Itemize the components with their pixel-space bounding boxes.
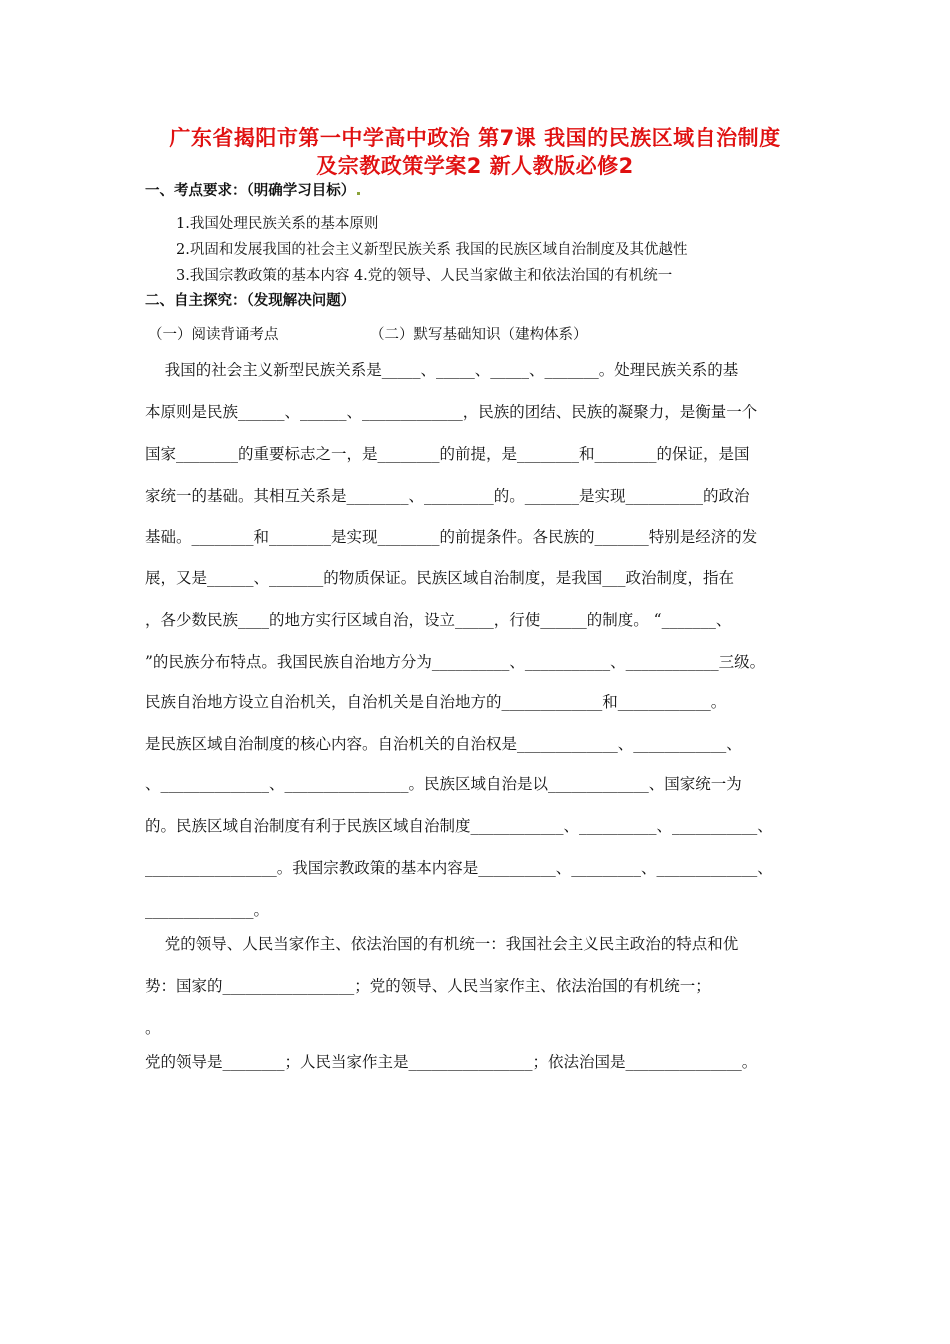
objective-item-2: 2.巩固和发展我国的社会主义新型民族关系 我国的民族区域自治制度及其优越性	[176, 242, 688, 258]
subsection-dictation: （二）默写基础知识（建构体系）	[370, 327, 588, 343]
body-line: _________________。我国宗教政策的基本内容是__________、_________、_____________、	[145, 859, 773, 877]
body-line: 的。民族区域自治制度有利于民族区域自治制度____________、__________、___________、	[145, 817, 773, 835]
objective-item-3: 3.我国宗教政策的基本内容 4.党的领导、人民当家做主和依法治国的有机统一	[176, 268, 673, 284]
subsection-reading: （一）阅读背诵考点	[148, 327, 279, 343]
body-line: 势：国家的_________________；党的领导、人民当家作主、依法治国的有机统一；	[145, 977, 711, 995]
body-line: 党的领导、人民当家作主、依法治国的有机统一：我国社会主义民主政治的特点和优	[145, 935, 739, 953]
body-line: 是民族区域自治制度的核心内容。自治机关的自治权是_____________、____________、	[145, 735, 742, 753]
body-line: 本原则是民族______、______、_____________，民族的团结、民族的凝聚力，是衡量一个	[145, 403, 758, 421]
body-line: ”的民族分布特点。我国民族自治地方分为__________、___________、____________三级。	[145, 653, 766, 671]
document-title-line-1: 广东省揭阳市第一中学高中政治 第7课 我国的民族区域自治制度	[169, 126, 781, 150]
body-line: 基础。________和________是实现________的前提条件。各民族的_______特别是经济的发	[145, 528, 758, 546]
section-heading-objectives: 一、考点要求：（明确学习目标）	[145, 179, 360, 200]
body-line: ______________。	[145, 901, 270, 919]
body-line: 国家________的重要标志之一，是________的前提，是________和________的保证，是国	[145, 445, 750, 463]
body-line: ，各少数民族____的地方实行区域自治，设立_____，行使______的制度。 “_______、	[145, 611, 732, 629]
body-line: 家统一的基础。其相互关系是________、_________的。_______是实现__________的政治	[145, 487, 750, 505]
body-line: 展，又是______、_______的物质保证。民族区域自治制度，是我国___政治制度，指在	[145, 569, 735, 587]
body-line: 民族自治地方设立自治机关，自治机关是自治地方的_____________和____________。	[145, 693, 727, 711]
body-line: 我国的社会主义新型民族关系是_____、_____、_____、_______。处理民族关系的基	[145, 361, 739, 379]
marker-dot	[357, 192, 360, 195]
body-line: 。	[145, 1019, 161, 1037]
document-title-line-2: 及宗教政策学案2 新人教版必修2	[316, 154, 634, 178]
objective-item-1: 1.我国处理民族关系的基本原则	[176, 216, 379, 232]
section-heading-exploration: 二、自主探究：（发现解决问题）	[145, 293, 356, 309]
body-line: 、______________、________________。民族区域自治是以_____________、国家统一为	[145, 775, 742, 793]
body-line: 党的领导是________；人民当家作主是________________；依法治国是_______________。	[145, 1053, 758, 1071]
